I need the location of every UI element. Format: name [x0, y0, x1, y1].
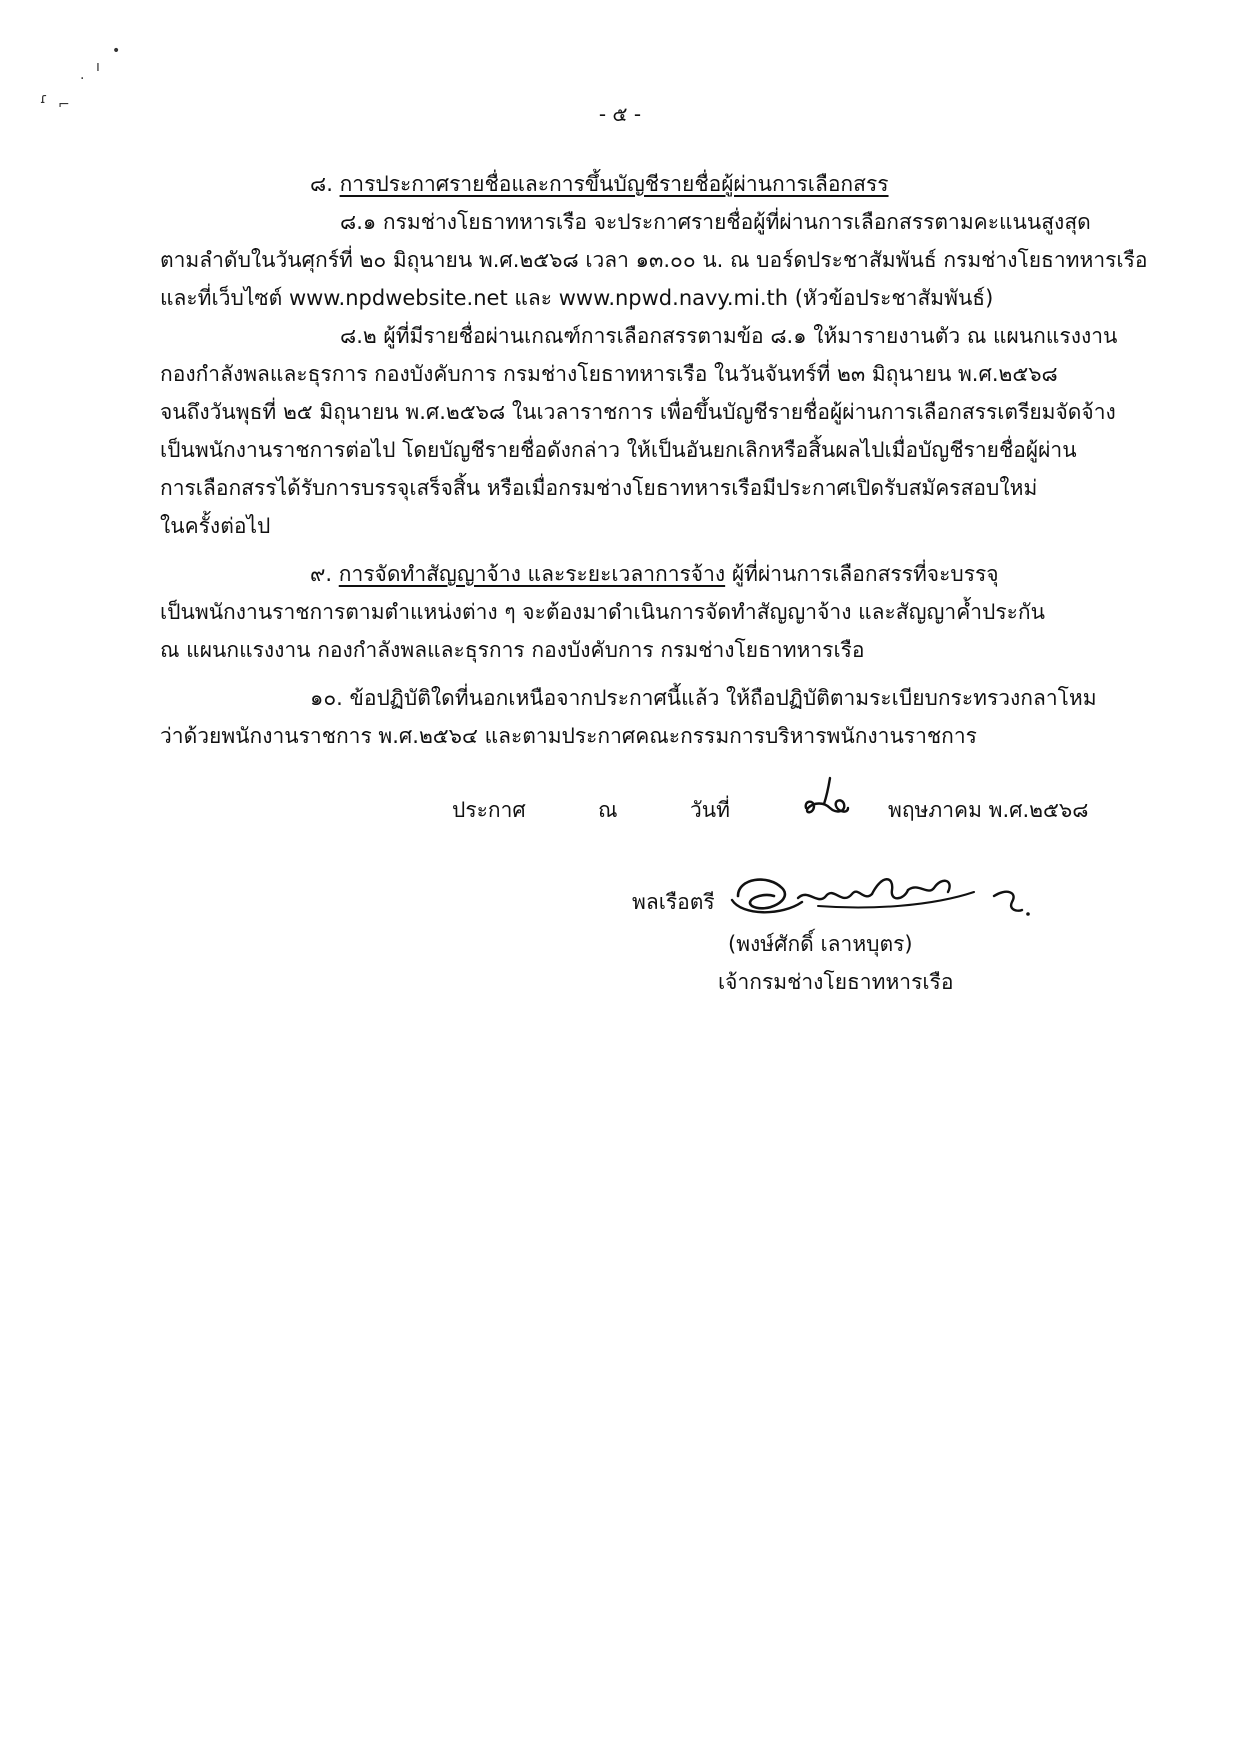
signer-rank: พลเรือตรี — [632, 890, 715, 914]
section-8-2-line-6: ในครั้งต่อไป — [160, 514, 271, 538]
section-8-2-line-3: จนถึงวันพุธที่ ๒๕ มิถุนายน พ.ศ.๒๕๖๘ ในเวลาราชการ เพื่อขึ้นบัญชีรายชื่อผู้ผ่านการเลือกสรรเตรียมจัดจ้าง — [160, 400, 1116, 424]
section-9-line-2: เป็นพนักงานราชการตามตำแหน่งต่าง ๆ จะต้องมาดำเนินการจัดทำสัญญาจ้าง และสัญญาค้ำประกัน — [160, 600, 1045, 624]
handwritten-signature — [722, 866, 1052, 936]
handwritten-day-digit — [800, 772, 852, 822]
section-8-1-line-1: ๘.๑ กรมช่างโยธาทหารเรือ จะประกาศรายชื่อผู้ที่ผ่านการเลือกสรรตามคะแนนสูงสุด — [340, 210, 1091, 234]
section-10-line-1: ๑๐. ข้อปฏิบัติใดที่นอกเหนือจากประกาศนี้แล้ว ให้ถือปฏิบัติตามระเบียบกระทรวงกลาโหม — [310, 686, 1097, 710]
section-8-2-line-5: การเลือกสรรได้รับการบรรจุเสร็จสิ้น หรือเมื่อกรมช่างโยธาทหารเรือมีประกาศเปิดรับสมัครสอบใหม่ — [160, 476, 1038, 500]
announce-month-year: พฤษภาคม พ.ศ.๒๕๖๘ — [888, 798, 1089, 822]
announce-day-label: วันที่ — [690, 798, 730, 822]
announce-at: ณ — [598, 798, 618, 822]
section-8-1-line-2: ตามลำดับในวันศุกร์ที่ ๒๐ มิถุนายน พ.ศ.๒๕๖๘ เวลา ๑๓.๐๐ น. ณ บอร์ดประชาสัมพันธ์ กรมช่างโยธาทหารเรือ — [160, 248, 1148, 272]
section-8-2-line-2: กองกำลังพลและธุรการ กองบังคับการ กรมช่างโยธาทหารเรือ ในวันจันทร์ที่ ๒๓ มิถุนายน พ.ศ.๒๕๖๘ — [160, 362, 1058, 386]
section-9-number: ๙. — [310, 562, 333, 586]
section-8-1-line-3: และที่เว็บไซต์ www.npdwebsite.net และ www.npwd.navy.mi.th (หัวข้อประชาสัมพันธ์) — [160, 286, 994, 310]
scan-speck: ⌐ — [58, 97, 70, 113]
scan-speck: • — [112, 43, 121, 59]
section-9-first-tail: ผู้ที่ผ่านการเลือกสรรที่จะบรรจุ — [731, 562, 999, 586]
scan-speck: ı — [96, 59, 100, 75]
section-9-first-line — [310, 560, 999, 588]
section-9-line-3: ณ แผนกแรงงาน กองกำลังพลและธุรการ กองบังคับการ กรมช่างโยธาทหารเรือ — [160, 638, 865, 662]
section-10-line-2: ว่าด้วยพนักงานราชการ พ.ศ.๒๕๖๔ และตามประกาศคณะกรรมการบริหารพนักงานราชการ — [160, 724, 977, 748]
section-9-title: การจัดทำสัญญาจ้าง และระยะเวลาการจ้าง — [338, 562, 726, 586]
section-8-2-line-1: ๘.๒ ผู้ที่มีรายชื่อผ่านเกณฑ์การเลือกสรรตามข้อ ๘.๑ ให้มารายงานตัว ณ แผนกแรงงาน — [340, 324, 1118, 348]
signer-position: เจ้ากรมช่างโยธาทหารเรือ — [718, 970, 954, 994]
section-8-2-line-4: เป็นพนักงานราชการต่อไป โดยบัญชีรายชื่อดังกล่าว ให้เป็นอันยกเลิกหรือสิ้นผลไปเมื่อบัญชีรายชื่อผู้ผ่าน — [160, 438, 1077, 462]
signer-name: (พงษ์ศักดิ์ เลาหบุตร) — [728, 932, 913, 956]
scan-speck: ɾ — [40, 91, 48, 107]
page-number: - ๕ - — [598, 102, 642, 126]
announce-label: ประกาศ — [452, 798, 526, 822]
scan-speck: · — [80, 71, 85, 87]
section-8-number: ๘. — [310, 172, 333, 196]
section-8-title: การประกาศรายชื่อและการขึ้นบัญชีรายชื่อผู้ผ่านการเลือกสรร — [339, 172, 889, 196]
section-8-heading — [310, 170, 889, 198]
